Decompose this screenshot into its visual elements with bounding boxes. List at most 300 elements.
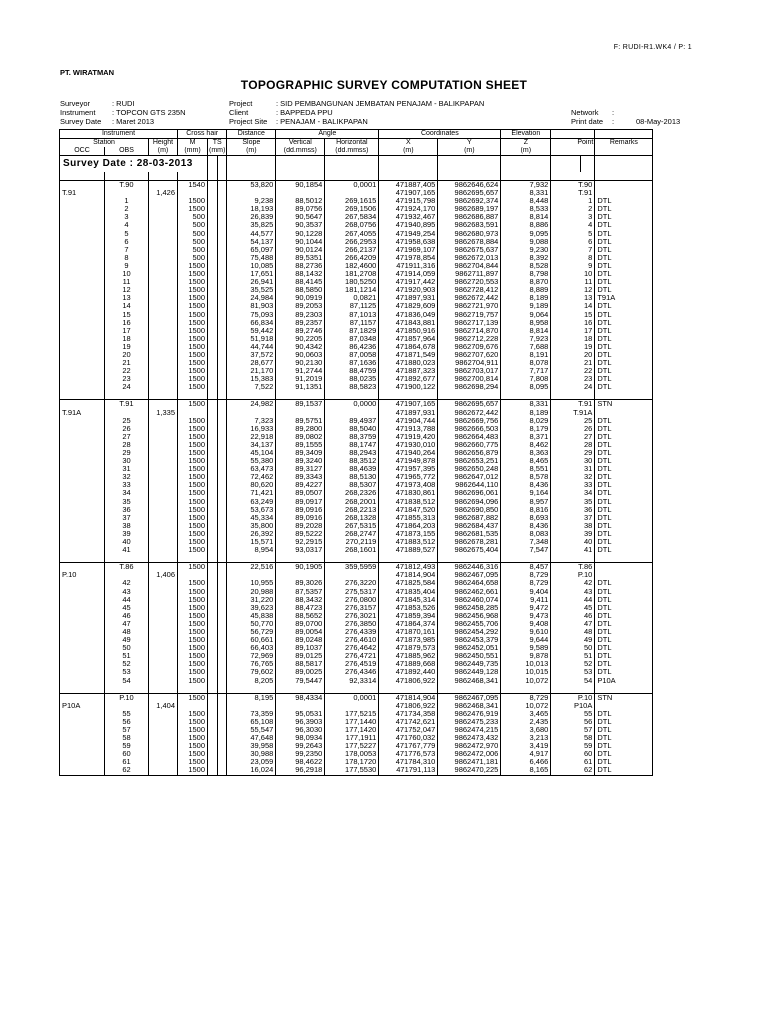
cell-h (149, 441, 178, 449)
cell-rem: DTL (595, 221, 653, 229)
cell-x: 471897,931 (379, 294, 438, 302)
cell-x: 471911,316 (379, 262, 438, 270)
table-row (60, 221, 653, 229)
cell-horz: 270,2119 (325, 538, 379, 546)
table-row (60, 588, 653, 596)
cell-z: 8,095 (501, 383, 551, 391)
cell-slope (227, 554, 276, 563)
cell-pt: 23 (551, 375, 595, 383)
cell-pt: 22 (551, 367, 595, 375)
cell-y: 9862464,658 (438, 579, 501, 587)
cell-m (178, 172, 208, 181)
cell-obs: 6 (105, 238, 149, 246)
cell-obs (105, 409, 149, 417)
cell-z: 7,547 (501, 546, 551, 554)
cell-horz: 177,5227 (325, 742, 379, 750)
cell-slope (227, 172, 276, 181)
cell-y: 9862453,379 (438, 636, 501, 644)
cell-x: 471760,032 (379, 734, 438, 742)
survey-date-banner: Survey Date : 28-03-2013 (60, 156, 208, 173)
cell-vert: 87,5357 (276, 588, 325, 596)
cell-vert (276, 391, 325, 400)
cell-obs: 3 (105, 213, 149, 221)
cell-slope: 28,677 (227, 359, 276, 367)
cell-x: 471914,059 (379, 270, 438, 278)
cell-x: 471892,440 (379, 668, 438, 676)
cell-vert: 95,0531 (276, 710, 325, 718)
cell-z: 9,411 (501, 596, 551, 604)
cell-horz: 276,4339 (325, 628, 379, 636)
cell-m: 1500 (178, 693, 208, 702)
cell-obs: 13 (105, 294, 149, 302)
cell-vert: 89,0125 (276, 652, 325, 660)
cell-y: 9862684,437 (438, 522, 501, 530)
cell-x: 471835,404 (379, 588, 438, 596)
cell-vert: 99,2643 (276, 742, 325, 750)
cell-horz: 276,3021 (325, 612, 379, 620)
table-row (60, 514, 653, 522)
cell-pt: 10 (551, 270, 595, 278)
cell-vert: 98,4622 (276, 758, 325, 766)
blank-row (60, 391, 653, 400)
cell-m: 1500 (178, 262, 208, 270)
cell-m: 1500 (178, 359, 208, 367)
cell-z: 3,213 (501, 734, 551, 742)
cell-h (149, 750, 178, 758)
cell-pt (551, 554, 595, 563)
table-row (60, 612, 653, 620)
cell-rem (595, 172, 653, 181)
cell-pt: 62 (551, 766, 595, 775)
cell-slope: 45,334 (227, 514, 276, 522)
cell-pt: T.91 (551, 400, 595, 409)
cell-occ (60, 400, 105, 409)
cell-y: 9862467,095 (438, 693, 501, 702)
cell-m: 1500 (178, 270, 208, 278)
cell-slope: 45,838 (227, 612, 276, 620)
cell-horz (325, 391, 379, 400)
cell-vert: 89,0054 (276, 628, 325, 636)
cell-pt: 35 (551, 498, 595, 506)
cell-obs: 30 (105, 457, 149, 465)
cell-pt: T.86 (551, 563, 595, 572)
cell-z: 8,457 (501, 563, 551, 572)
cell-h (149, 538, 178, 546)
cell-horz (325, 685, 379, 694)
cell-z: 10,015 (501, 668, 551, 676)
cell-vert: 90,1905 (276, 563, 325, 572)
cell-rem: DTL (595, 246, 653, 254)
cell-occ (60, 538, 105, 546)
cell-slope: 9,238 (227, 197, 276, 205)
cell-pt: 30 (551, 457, 595, 465)
cell-x: 471873,155 (379, 530, 438, 538)
cell-obs: 15 (105, 311, 149, 319)
cell-occ (60, 238, 105, 246)
cell-y: 9862704,911 (438, 359, 501, 367)
cell-obs: P.10 (105, 693, 149, 702)
height-unit: (m) (149, 147, 178, 156)
cell-x: 471784,310 (379, 758, 438, 766)
cell-slope: 22,918 (227, 433, 276, 441)
cell-h (149, 677, 178, 685)
cell-horz: 276,4610 (325, 636, 379, 644)
cell-occ (60, 718, 105, 726)
cell-obs: 22 (105, 367, 149, 375)
cell-slope: 18,193 (227, 205, 276, 213)
cell-h (149, 742, 178, 750)
cell-horz: 276,4721 (325, 652, 379, 660)
cell-occ (60, 481, 105, 489)
cell-occ (60, 383, 105, 391)
cell-occ (60, 213, 105, 221)
cell-slope (227, 685, 276, 694)
table-row (60, 668, 653, 676)
cell-h (149, 417, 178, 425)
project-site-label: Project Site (229, 117, 268, 126)
cell-obs: 5 (105, 230, 149, 238)
cell-h (149, 213, 178, 221)
cell-x: 471752,047 (379, 726, 438, 734)
cell-rem: DTL (595, 604, 653, 612)
cell-vert: 91,2744 (276, 367, 325, 375)
cell-horz: 269,1506 (325, 205, 379, 213)
cell-obs: 20 (105, 351, 149, 359)
table-row (60, 262, 653, 270)
cell-vert: 88,5817 (276, 660, 325, 668)
table-row (60, 750, 653, 758)
cell-horz: 266,4209 (325, 254, 379, 262)
cell-pt: 14 (551, 302, 595, 310)
cell-pt: 54 (551, 677, 595, 685)
cell-y: 9862472,006 (438, 750, 501, 758)
cell-horz (325, 409, 379, 417)
cell-horz: 87,1013 (325, 311, 379, 319)
cell-slope: 22,516 (227, 563, 276, 572)
cell-x: 471776,573 (379, 750, 438, 758)
cell-rem: DTL (595, 726, 653, 734)
cell-vert: 90,1854 (276, 181, 325, 190)
distance-header: Distance (227, 130, 276, 139)
cell-z: 7,808 (501, 375, 551, 383)
cell-h (149, 473, 178, 481)
network-label: Network (571, 108, 599, 117)
cell-rem: DTL (595, 742, 653, 750)
cell-pt (551, 391, 595, 400)
cell-m: 1500 (178, 530, 208, 538)
cell-obs: 47 (105, 620, 149, 628)
cell-slope: 59,442 (227, 327, 276, 335)
cell-rem: DTL (595, 473, 653, 481)
blank-row (60, 172, 653, 181)
cell-x: 471871,549 (379, 351, 438, 359)
cell-vert (276, 554, 325, 563)
cell-vert: 88,5850 (276, 286, 325, 294)
cell-horz (325, 172, 379, 181)
cell-vert: 89,1037 (276, 644, 325, 652)
cell-vert: 89,4227 (276, 481, 325, 489)
cell-slope (227, 409, 276, 417)
cell-rem: DTL (595, 596, 653, 604)
cell-occ (60, 302, 105, 310)
cell-pt: P.10 (551, 571, 595, 579)
cell-slope: 72,462 (227, 473, 276, 481)
cell-m: 1500 (178, 489, 208, 497)
cell-horz: 267,5315 (325, 522, 379, 530)
cell-horz: 181,2708 (325, 270, 379, 278)
cell-z: 3,680 (501, 726, 551, 734)
cell-z: 9,408 (501, 620, 551, 628)
cell-rem: DTL (595, 278, 653, 286)
cell-vert: 89,0507 (276, 489, 325, 497)
cell-occ (60, 710, 105, 718)
cell-slope: 81,903 (227, 302, 276, 310)
cell-y: 9862712,228 (438, 335, 501, 343)
cell-vert: 89,3343 (276, 473, 325, 481)
cell-z: 9,064 (501, 311, 551, 319)
cell-slope: 16,933 (227, 425, 276, 433)
cell-rem: DTL (595, 213, 653, 221)
cell-horz: 268,1601 (325, 546, 379, 554)
cell-slope: 75,488 (227, 254, 276, 262)
cell-m: 1500 (178, 441, 208, 449)
cell-m: 1500 (178, 620, 208, 628)
instrument-header: Instrument (60, 130, 178, 139)
cell-horz: 92,3314 (325, 677, 379, 685)
cell-horz: 177,1420 (325, 726, 379, 734)
cell-slope (227, 571, 276, 579)
cell-vert: 89,0917 (276, 498, 325, 506)
cell-vert: 90,0919 (276, 294, 325, 302)
cell-obs (105, 554, 149, 563)
cell-x: 471940,895 (379, 221, 438, 229)
cell-rem: STN (595, 693, 653, 702)
cell-y: 9862449,735 (438, 660, 501, 668)
cell-horz: 276,3220 (325, 579, 379, 587)
cell-pt: 31 (551, 465, 595, 473)
backsight-row (60, 181, 653, 190)
print-date-value: : (612, 117, 615, 126)
cell-m: 1500 (178, 766, 208, 775)
cell-h (149, 391, 178, 400)
cell-m: 1500 (178, 514, 208, 522)
cell-pt (551, 172, 595, 181)
cell-z: 8,462 (501, 441, 551, 449)
backsight-row (60, 563, 653, 572)
cell-h (149, 506, 178, 514)
cell-h (149, 351, 178, 359)
cell-h (149, 514, 178, 522)
cell-pt: 45 (551, 604, 595, 612)
cell-pt: 60 (551, 750, 595, 758)
cell-vert: 79,5447 (276, 677, 325, 685)
cell-vert: 89,3409 (276, 449, 325, 457)
cell-occ (60, 465, 105, 473)
cell-z: 8,528 (501, 262, 551, 270)
cell-m: 1500 (178, 677, 208, 685)
cell-horz: 88,5823 (325, 383, 379, 391)
cell-horz: 88,3759 (325, 433, 379, 441)
cell-obs: 14 (105, 302, 149, 310)
cell-h (149, 221, 178, 229)
cell-x: 471806,922 (379, 677, 438, 685)
cell-z: 8,436 (501, 522, 551, 530)
cell-h (149, 246, 178, 254)
cell-y: 9862717,139 (438, 319, 501, 327)
table-row (60, 596, 653, 604)
cell-m: 1500 (178, 588, 208, 596)
cell-y: 9862672,013 (438, 254, 501, 262)
table-row (60, 498, 653, 506)
cell-slope: 71,421 (227, 489, 276, 497)
cell-pt: 24 (551, 383, 595, 391)
cell-horz: 267,5834 (325, 213, 379, 221)
cell-obs: 18 (105, 335, 149, 343)
cell-x: 471791,113 (379, 766, 438, 775)
cell-horz: 266,2953 (325, 238, 379, 246)
cell-y: 9862678,281 (438, 538, 501, 546)
cell-horz: 88,5130 (325, 473, 379, 481)
cell-h (149, 530, 178, 538)
cell-h (149, 693, 178, 702)
cell-y: 9862666,503 (438, 425, 501, 433)
cell-pt: 4 (551, 221, 595, 229)
cell-y (438, 685, 501, 694)
cell-y (438, 554, 501, 563)
cell-horz: 275,5317 (325, 588, 379, 596)
cell-obs: 9 (105, 262, 149, 270)
cell-occ (60, 734, 105, 742)
cell-horz: 0,0000 (325, 400, 379, 409)
cell-vert: 89,1537 (276, 400, 325, 409)
cell-occ (60, 246, 105, 254)
cell-slope: 35,800 (227, 522, 276, 530)
cell-x: 471814,904 (379, 693, 438, 702)
cell-pt: 28 (551, 441, 595, 449)
cell-horz: 177,5215 (325, 710, 379, 718)
table-row (60, 441, 653, 449)
cell-obs (105, 571, 149, 579)
cell-rem: DTL (595, 433, 653, 441)
cell-occ (60, 343, 105, 351)
sheet-title: TOPOGRAPHIC SURVEY COMPUTATION SHEET (240, 78, 528, 92)
cell-pt: 12 (551, 286, 595, 294)
cell-obs: 38 (105, 522, 149, 530)
table-row (60, 246, 653, 254)
cell-horz: 180,5250 (325, 278, 379, 286)
cell-pt: 33 (551, 481, 595, 489)
cell-m: 1500 (178, 758, 208, 766)
cell-h (149, 481, 178, 489)
cell-occ (60, 391, 105, 400)
cell-m: 1500 (178, 710, 208, 718)
cell-y: 9862672,442 (438, 409, 501, 417)
cell-z: 8,363 (501, 449, 551, 457)
cell-vert: 90,4342 (276, 343, 325, 351)
cell-rem: DTL (595, 522, 653, 530)
cell-m: 1500 (178, 319, 208, 327)
cell-y: 9862694,096 (438, 498, 501, 506)
cell-h (149, 465, 178, 473)
cell-h: 1,406 (149, 571, 178, 579)
cell-horz: 276,3157 (325, 604, 379, 612)
table-row (60, 294, 653, 302)
cell-h (149, 319, 178, 327)
cell-x: 471949,878 (379, 457, 438, 465)
cell-occ (60, 546, 105, 554)
cell-rem: DTL (595, 302, 653, 310)
cell-obs: 26 (105, 425, 149, 433)
cell-slope: 15,571 (227, 538, 276, 546)
backsight-row (60, 400, 653, 409)
cell-h (149, 433, 178, 441)
cell-m: 1500 (178, 742, 208, 750)
cell-x: 471879,573 (379, 644, 438, 652)
cell-obs: 53 (105, 668, 149, 676)
cell-slope: 37,572 (227, 351, 276, 359)
cell-obs: 36 (105, 506, 149, 514)
cell-rem: DTL (595, 588, 653, 596)
cell-vert: 88,4145 (276, 278, 325, 286)
survey-date-value: : Maret 2013 (112, 117, 155, 126)
cell-vert: 90,5647 (276, 213, 325, 221)
cell-z: 8,798 (501, 270, 551, 278)
cell-rem: DTL (595, 644, 653, 652)
cell-z: 8,729 (501, 693, 551, 702)
cell-obs (105, 391, 149, 400)
cell-y: 9862452,051 (438, 644, 501, 652)
cell-pt: 40 (551, 538, 595, 546)
cell-z: 8,870 (501, 278, 551, 286)
network-value: : (612, 108, 615, 117)
cell-y: 9862675,637 (438, 246, 501, 254)
cell-obs: 45 (105, 604, 149, 612)
cell-vert: 89,2028 (276, 522, 325, 530)
cell-x: 471885,962 (379, 652, 438, 660)
cell-pt: 21 (551, 359, 595, 367)
cell-x: 471855,313 (379, 514, 438, 522)
cell-h (149, 302, 178, 310)
client-label: Client (229, 108, 249, 117)
cell-slope: 79,602 (227, 668, 276, 676)
cell-obs: 1 (105, 197, 149, 205)
cell-x: 471958,638 (379, 238, 438, 246)
table-row (60, 628, 653, 636)
cell-y: 9862714,870 (438, 327, 501, 335)
cell-m: 1500 (178, 311, 208, 319)
cell-obs: 58 (105, 734, 149, 742)
cell-x: 471892,677 (379, 375, 438, 383)
project-label: Project (229, 99, 253, 108)
cell-h (149, 612, 178, 620)
cell-h (149, 718, 178, 726)
cell-pt: T.91 (551, 189, 595, 197)
cell-occ (60, 644, 105, 652)
cell-m: 1500 (178, 367, 208, 375)
cell-x: 471734,358 (379, 710, 438, 718)
cell-occ (60, 685, 105, 694)
cell-rem (595, 181, 653, 190)
cell-occ (60, 530, 105, 538)
cell-h (149, 230, 178, 238)
cell-h (149, 286, 178, 294)
table-row (60, 473, 653, 481)
cell-occ (60, 596, 105, 604)
cell-y: 9862468,341 (438, 677, 501, 685)
cell-x: 471864,374 (379, 620, 438, 628)
cell-pt: 6 (551, 238, 595, 246)
cell-slope: 17,651 (227, 270, 276, 278)
